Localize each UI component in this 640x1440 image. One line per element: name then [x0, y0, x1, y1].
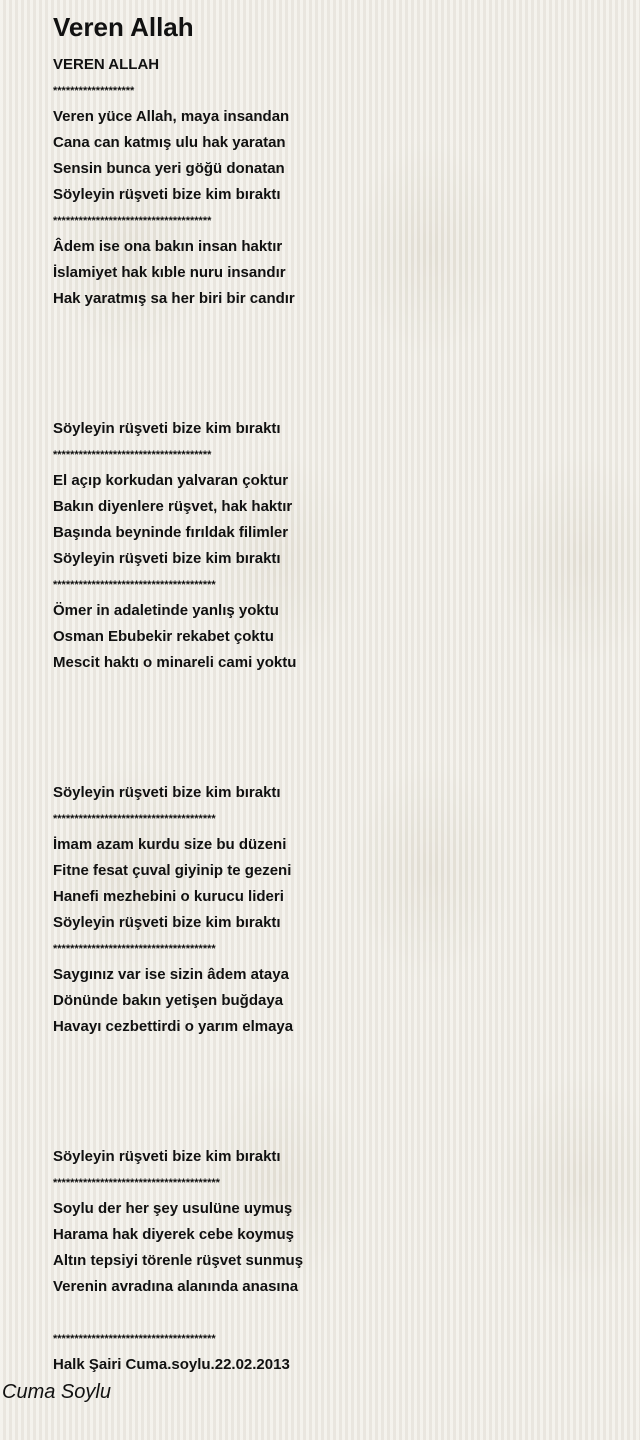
poem-line: VEREN ALLAH	[53, 56, 160, 73]
stanza-gap	[53, 338, 303, 364]
poem-line: Sensin bunca yeri göğü donatan	[53, 160, 285, 177]
poem-line: Verenin avradına alanında anasına	[53, 1278, 299, 1295]
stanza-gap	[53, 702, 303, 728]
poem-line: Cana can katmış ulu hak yaratan	[53, 134, 286, 151]
separator-line: *******************	[53, 85, 135, 97]
stanza-gap	[53, 1118, 303, 1144]
poem-line: Veren yüce Allah, maya insandan	[53, 108, 290, 125]
poem-line: Söyleyin rüşveti bize kim bıraktı	[53, 1148, 281, 1165]
stanza-gap	[53, 1092, 303, 1118]
poem-body	[53, 52, 303, 1378]
poem-line: Harama hak diyerek cebe koymuş	[53, 1226, 294, 1243]
separator-line: *************************************	[53, 215, 212, 227]
poem-line: Başında beyninde fırıldak filimler	[53, 524, 289, 541]
poem-line: Söyleyin rüşveti bize kim bıraktı	[53, 550, 281, 567]
poem-line: Söyleyin rüşveti bize kim bıraktı	[53, 784, 281, 801]
poem-line: Altın tepsiyi törenle rüşvet sunmuş	[53, 1252, 304, 1269]
poem-line: Osman Ebubekir rekabet çoktu	[53, 628, 274, 645]
poem-line: Ömer in adaletinde yanlış yoktu	[53, 602, 279, 619]
poem-line: Hanefi mezhebini o kurucu lideri	[53, 888, 284, 905]
separator-line: **************************************	[53, 579, 216, 591]
poem-line: Halk Şairi Cuma.soylu.22.02.2013	[53, 1356, 290, 1373]
poem-line: Söyleyin rüşveti bize kim bıraktı	[53, 186, 281, 203]
poem-line: İmam azam kurdu size bu düzeni	[53, 836, 287, 853]
poem-line: Söyleyin rüşveti bize kim bıraktı	[53, 914, 281, 931]
poem-title: Veren Allah	[53, 12, 194, 42]
stanza-gap	[53, 1300, 303, 1326]
poem-line: Soylu der her şey usulüne uymuş	[53, 1200, 293, 1217]
stanza-gap	[53, 364, 303, 390]
separator-line: **************************************	[53, 1333, 216, 1345]
poem-line: Saygınız var ise sizin âdem ataya	[53, 966, 289, 983]
poem-line: Fitne fesat çuval giyinip te gezeni	[53, 862, 292, 879]
poem-line: Söyleyin rüşveti bize kim bıraktı	[53, 420, 281, 437]
separator-line: *************************************	[53, 449, 212, 461]
poem-line: İslamiyet hak kıble nuru insandır	[53, 264, 286, 281]
stanza-gap	[53, 676, 303, 702]
poem-line: Mescit haktı o minareli cami yoktu	[53, 654, 297, 671]
stanza-gap	[53, 728, 303, 754]
separator-line: ***************************************	[53, 1177, 220, 1189]
stanza-gap	[53, 1040, 303, 1066]
poem-line: Havayı cezbettirdi o yarım elmaya	[53, 1018, 294, 1035]
separator-line: **************************************	[53, 943, 216, 955]
stanza-gap	[53, 1066, 303, 1092]
poem-line: El açıp korkudan yalvaran çoktur	[53, 472, 289, 489]
poem-line: Âdem ise ona bakın insan haktır	[53, 238, 283, 255]
poem-line: Hak yaratmış sa her biri bir candır	[53, 290, 295, 307]
stanza-gap	[53, 390, 303, 416]
separator-line: **************************************	[53, 813, 216, 825]
poem-line: Bakın diyenlere rüşvet, hak haktır	[53, 498, 293, 515]
stanza-gap	[53, 312, 303, 338]
author-signature: Cuma Soylu	[2, 1381, 111, 1403]
poem-line: Dönünde bakın yetişen buğdaya	[53, 992, 284, 1009]
stanza-gap	[53, 754, 303, 780]
